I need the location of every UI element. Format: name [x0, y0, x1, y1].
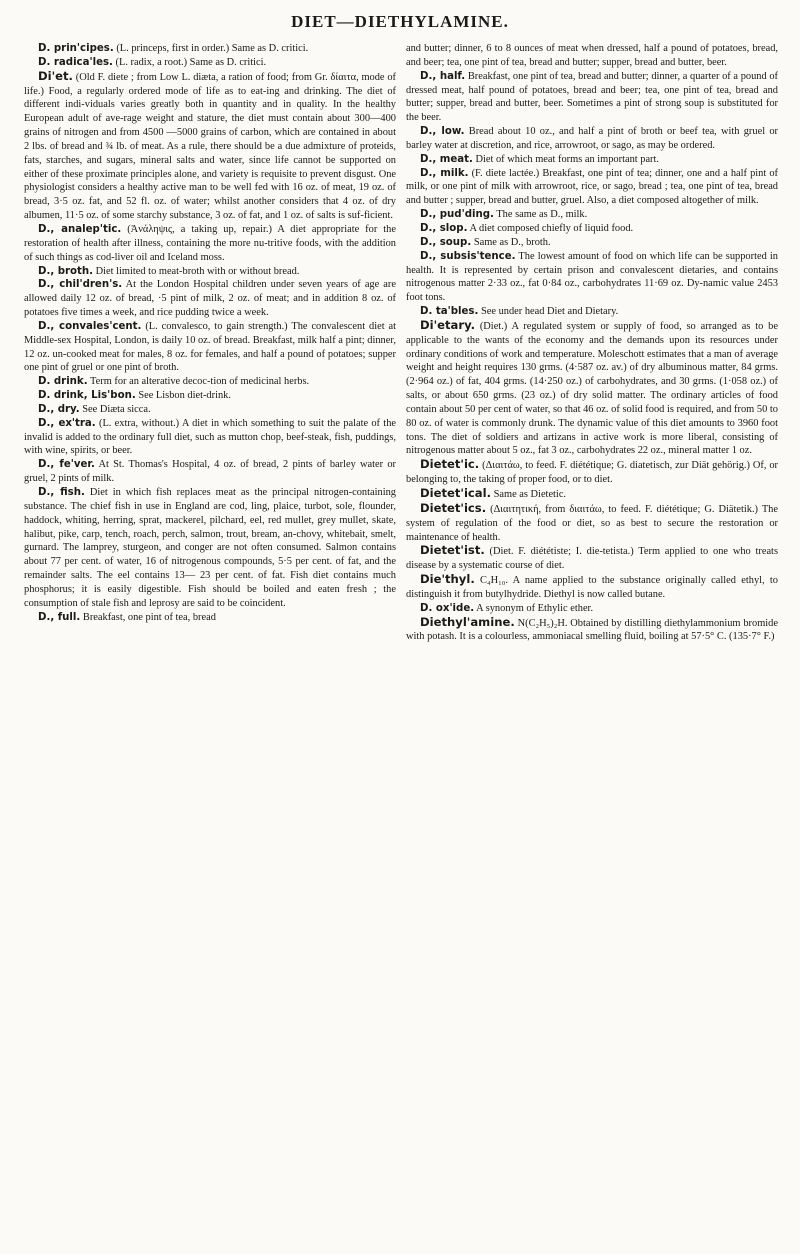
entry-headword: Di'et. — [38, 68, 73, 83]
entry-text: (Diet.) A regulated system or supply of food, so arranged as to be applicable to the wants of the economy and the demands upon its resources under ordinary conditions of work and temperature. Moleschott estimates that a man of average weight and height requires 130 grms. (4·587 oz. av.) of dry albuminous matter, 84 grms. (2·964 oz.) of fat, 404 grms. (14·250 oz.) of carbohydrates, and 30 grms. (1·058 oz.) of salts, or about 650 grms. (23 oz.) of dry solid matter. The ordinary articles of food contain about 50 per cent of water, so that 46 oz. of solid food is required, and from 50 to 80 oz. of water is commonly drunk. The dynamic value of this diet amounts to 3960 foot tons. The diet of soldiers and artizans in active work is more liberal, consisting of nitrogenous matter about 5 oz., fat 3 oz., carbohydrates 22 oz., mineral matter 1 oz. — [406, 320, 778, 457]
right-column — [406, 42, 778, 644]
dictionary-entry — [24, 389, 396, 403]
dictionary-entry — [24, 223, 396, 265]
entry-text: At the London Hospital children under seven years of age are allowed daily 12 oz. of bread, ·5 pint of milk, 2 oz. of meat; and in addition 8 oz. of potatoes five times a week, and rice pudding twice a week. — [24, 279, 396, 319]
entry-text: Breakfast, one pint of tea, bread and butter; dinner, a quarter of a pound of dressed meat, half pound of potatoes, bread and beer; tea, one pint of tea, bread and butter; supper, bread and butter, beer. Sometimes a pint of strong soup is substituted for the beer. — [406, 70, 779, 124]
left-column — [24, 42, 396, 624]
entry-text: Diet in which fish replaces meat as the principal nitrogen-containing substance. The chief fish in use in England are cod, ling, plaice, turbot, sole, flounder, haddock, whiting, herring, sprat, mackerel, pilchard, eel, red mullet, grey mullet, skate, halibut, pike, carp, tench, roach, perch, salmon, trout, bream, an-chovy, whitebait, smelt, gurnard. The lamprey, sturgeon, and conger are not often consumed. Salmon contains about 77 per cent. of water, 16 of nitrogenous compounds, 5·5 per cent. of fat, and the remainder salts. The eel contains 13— 23 per cent. of fat. Fish diet contains much phosphorus; it is easily digestible. Fish should be boiled and eaten fresh ; the consumption of stale fish and leprosy are said to be coincident. — [24, 487, 396, 609]
dictionary-entry — [24, 70, 396, 223]
entry-text: Same as D., broth. — [471, 236, 551, 248]
entry-headword: D., subsis'tence. — [420, 250, 516, 262]
dictionary-entry — [406, 42, 778, 70]
entry-text: (L. radix, a root.) Same as D. critici. — [112, 56, 267, 68]
dictionary-entry — [24, 403, 396, 417]
entry-text: A diet composed chiefly of liquid food. — [467, 222, 634, 234]
entry-headword: D., slop. — [420, 222, 468, 234]
dictionary-entry — [406, 153, 778, 167]
dictionary-entry — [24, 486, 396, 611]
entry-headword: D., convales'cent. — [38, 320, 142, 332]
dictionary-entry — [406, 250, 778, 305]
entry-headword: D., analep'tic. — [38, 223, 122, 235]
entry-text: At St. Thomas's Hospital, 4 oz. of bread, 2 pints of barley water or gruel, 2 pints of milk. — [24, 459, 396, 485]
entry-text: (Diet. F. diététiste; I. die-tetista.) Term applied to one who treats disease by a systematic course of diet. — [406, 546, 778, 572]
entry-text: A synonym of Ethylic ether. — [474, 602, 594, 614]
dictionary-entry — [24, 265, 396, 279]
dictionary-entry — [24, 611, 396, 625]
dictionary-entry — [406, 167, 778, 209]
entry-headword: D. radica'les. — [38, 56, 113, 68]
entry-text: Term for an alterative decoc-tion of medicinal herbs. — [87, 376, 310, 388]
dictionary-entry — [406, 616, 778, 645]
dictionary-entry — [406, 458, 778, 487]
entry-text: (L. convalesco, to gain strength.) The convalescent diet at Middle-sex Hospital, London, is daily 10 oz. of bread. Breakfast, milk half a pint; dinner, 12 oz. un-cooked meat for males, 8 oz. for females, and half a pound of potatoes; supper one pint of gruel or one pint of broth. — [24, 320, 397, 374]
entry-text: (L. extra, without.) A diet in which something to suit the palate of the invalid is added to the ordinary full diet, such as mutton chop, beef-steak, fish, puddings, with wine, spirits, or beer. — [24, 417, 397, 457]
dictionary-entry — [406, 125, 778, 153]
entry-headword: Die'thyl. — [420, 572, 475, 587]
dictionary-entry — [406, 602, 778, 616]
entry-text: (Διαιτητική, from διαιτάω, to feed. F. diététique; G. Diätetik.) The system of regulation of the food or diet, so as best to secure the restoration or maintenance of health. — [406, 503, 778, 543]
dictionary-entry — [406, 222, 778, 236]
dictionary-entry — [406, 573, 778, 602]
entry-headword: D., low. — [420, 126, 465, 138]
dictionary-entry — [406, 236, 778, 250]
entry-text: (F. diete lactée.) Breakfast, one pint of tea; dinner, one and a half pint of milk, or one pint of milk with arrowroot, rice, or sago, bread ; tea, one pint of tea, bread and butter ; supper, bread and butter, gruel. Also, a diet composed altogether of milk. — [406, 167, 778, 207]
entry-headword: D., soup. — [420, 236, 472, 248]
entry-headword: D., half. — [420, 70, 466, 82]
entry-headword: D. ta'bles. — [420, 306, 479, 318]
entry-text: The same as D., milk. — [493, 209, 588, 221]
entry-text: C₄H₁₀. A name applied to the substance originally called ethyl, to distinguish it from butylhydride. Diethyl is now called butane. — [406, 575, 778, 600]
entry-text: (L. princeps, first in order.) Same as D. critici. — [113, 43, 309, 54]
entry-text: Breakfast, one pint of tea, bread — [80, 611, 216, 623]
entry-text: See Diæta sicca. — [79, 403, 151, 415]
dictionary-entry — [406, 319, 778, 458]
entry-text: Same as Dietetic. — [491, 489, 567, 500]
entry-headword: D. drink, Lis'bon. — [38, 390, 136, 402]
entry-text: See under head Diet and Dietary. — [478, 306, 619, 318]
entry-headword: D. prin'cipes. — [38, 43, 114, 54]
entry-headword: D., broth. — [38, 265, 94, 277]
entry-headword: D., milk. — [420, 167, 469, 179]
dictionary-entry — [24, 42, 396, 56]
entry-headword: D., fe'ver. — [38, 459, 95, 471]
dictionary-entry — [406, 544, 778, 573]
entry-text: (Διαιτάω, to feed. F. diététique; G. diatetisch, zur Diät gehörig.) Of, or belonging to, the taking of proper food, or to diet. — [406, 460, 778, 486]
entry-headword: D., full. — [38, 611, 81, 623]
entry-headword: D., fish. — [38, 487, 85, 498]
entry-text: Diet limited to meat-broth with or without bread. — [93, 265, 300, 277]
dictionary-entry — [406, 70, 778, 125]
dictionary-entry — [24, 320, 396, 375]
entry-text: (Ἀνάληψις, a taking up, repair.) A diet appropriate for the restoration of health after illness, containing the more nu-tritive foods, with the addition of such things as cod-liver oil and Iceland moss. — [24, 223, 396, 263]
entry-headword: Diethyl'amine. — [420, 614, 515, 629]
entry-headword: D., dry. — [38, 403, 80, 415]
page-header: DIET—DIETHYLAMINE. — [291, 12, 509, 31]
dictionary-entry — [24, 375, 396, 389]
entry-text: The lowest amount of food on which life can be supported in health. It is represented by certain prison and convalescent dietaries, and contains nitrogenous matter 2·33 oz., fat 0·84 oz., carbohydrates 11·69 oz. Dy-namic value 2453 foot tons. — [406, 250, 778, 304]
entry-text: Diet of which meat forms an important part. — [472, 153, 660, 165]
entry-text: (Old F. diete ; from Low L. diæta, a ration of food; from Gr. δίαιτα, mode of life.) Food, a regularly ordered mode of life as to eat-ing and drinking. The diet of different indi-viduals varies greatly both in quantity and in quality. In the healthy European adult of ave-rage weight and stature, the diet must contain about 300—400 grains of nitrogen and from 4500 —5000 grains of carbon, which are contained in about 2 lbs. of bread and ¾ lb. of meat. As a rule, there should be a due admixture of proteids, fats, starches, and sugars, mineral salts and water, since life cannot be supported on either of these proximate principles alone, and variety is requisite to prevent disgust. One physiologist considers a healthy active man to be well fed with 16 oz. of meat, 19 oz. of bread, 3·5 oz. fat, and 52 fl. oz. of water; whilst another considers that 4 oz. of dry albumen, 11·5 oz. of some starchy substance, 3 oz. of fat, and 1 oz. of salts is suf-ficient. — [24, 71, 396, 222]
entry-headword: D., meat. — [420, 153, 473, 165]
entry-headword: Dietet'ical. — [420, 486, 492, 500]
entry-headword: D., ex'tra. — [38, 417, 96, 429]
dictionary-entry — [406, 502, 778, 545]
entry-headword: D., chil'dren's. — [38, 279, 123, 291]
entry-headword: Dietet'ics. — [420, 500, 487, 515]
entry-headword: D., pud'ding. — [420, 209, 494, 221]
entry-headword: D. drink. — [38, 376, 88, 388]
entry-text: Bread about 10 oz., and half a pint of broth or beef tea, with gruel or barley water at discretion, and rice, arrowroot, or sago, as may be ordered. — [406, 126, 778, 151]
dictionary-entry — [24, 417, 396, 459]
dictionary-entry — [24, 278, 396, 320]
entry-text: N(C₂H₅)₂H. Obtained by distilling diethylammonium bromide with potash. It is a colourless, ammoniacal smelling fluid, boiling at 57·5° C. (135·7° F.) — [406, 617, 778, 643]
entry-headword: Di'etary. — [420, 317, 475, 332]
dictionary-entry — [406, 208, 778, 222]
dictionary-entry — [24, 458, 396, 486]
dictionary-entry — [24, 56, 396, 70]
entry-text: and butter; dinner, 6 to 8 ounces of meat when dressed, half a pound of potatoes, bread, and beer; tea, one pint of tea, bread and butter; supper, bread and butter, beer. — [406, 43, 778, 68]
entry-headword: Dietet'ic. — [420, 457, 480, 472]
dictionary-entry — [406, 305, 778, 319]
dictionary-entry — [406, 487, 778, 502]
entry-text: See Lisbon diet-drink. — [135, 390, 231, 402]
entry-headword: D. ox'ide. — [420, 602, 475, 614]
entry-headword: Dietet'ist. — [420, 543, 485, 558]
